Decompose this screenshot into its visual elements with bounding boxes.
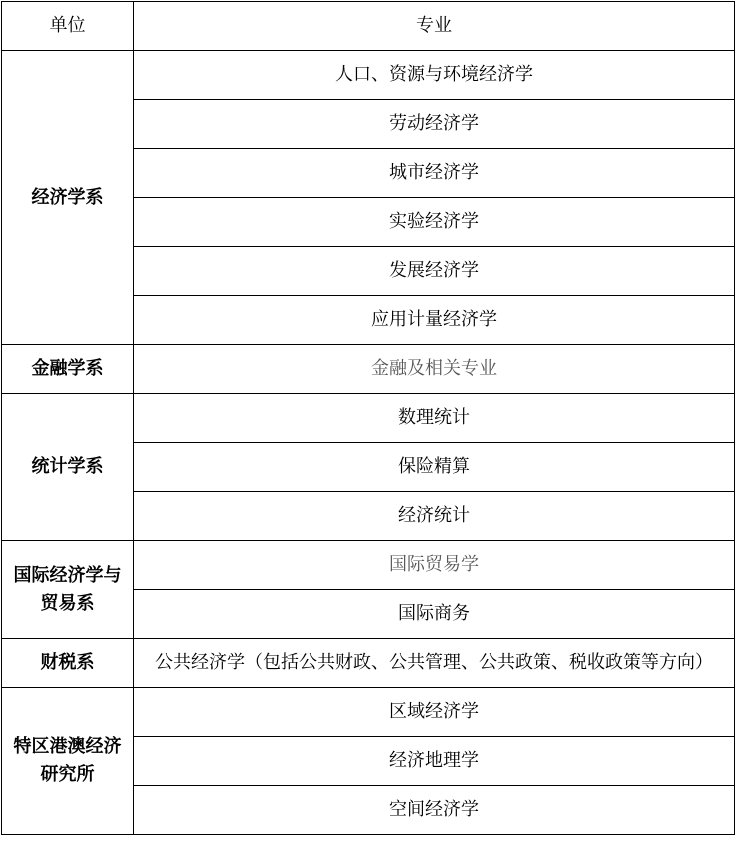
major-cell: 金融及相关专业 [134, 345, 735, 394]
header-major: 专业 [134, 2, 735, 51]
unit-cell: 特区港澳经济研究所 [2, 688, 134, 835]
major-cell: 应用计量经济学 [134, 296, 735, 345]
major-cell: 人口、资源与环境经济学 [134, 51, 735, 100]
major-cell: 空间经济学 [134, 786, 735, 835]
major-cell: 国际商务 [134, 590, 735, 639]
table-row [2, 51, 735, 100]
table-header-row [2, 2, 735, 51]
unit-cell: 国际经济学与贸易系 [2, 541, 134, 639]
unit-cell: 财税系 [2, 639, 134, 688]
unit-cell: 统计学系 [2, 394, 134, 541]
table-row [2, 541, 735, 590]
table-row [2, 688, 735, 737]
major-cell: 发展经济学 [134, 247, 735, 296]
header-unit: 单位 [2, 2, 134, 51]
major-cell: 公共经济学（包括公共财政、公共管理、公共政策、税收政策等方向） [134, 639, 735, 688]
major-cell: 实验经济学 [134, 198, 735, 247]
major-cell: 经济地理学 [134, 737, 735, 786]
major-cell: 城市经济学 [134, 149, 735, 198]
table-row [2, 394, 735, 443]
table-row [2, 345, 735, 394]
major-cell: 保险精算 [134, 443, 735, 492]
majors-table [1, 1, 735, 835]
major-cell: 数理统计 [134, 394, 735, 443]
major-cell: 国际贸易学 [134, 541, 735, 590]
unit-cell: 金融学系 [2, 345, 134, 394]
major-cell: 经济统计 [134, 492, 735, 541]
unit-cell: 经济学系 [2, 51, 134, 345]
major-cell: 劳动经济学 [134, 100, 735, 149]
major-cell: 区域经济学 [134, 688, 735, 737]
table-row [2, 639, 735, 688]
